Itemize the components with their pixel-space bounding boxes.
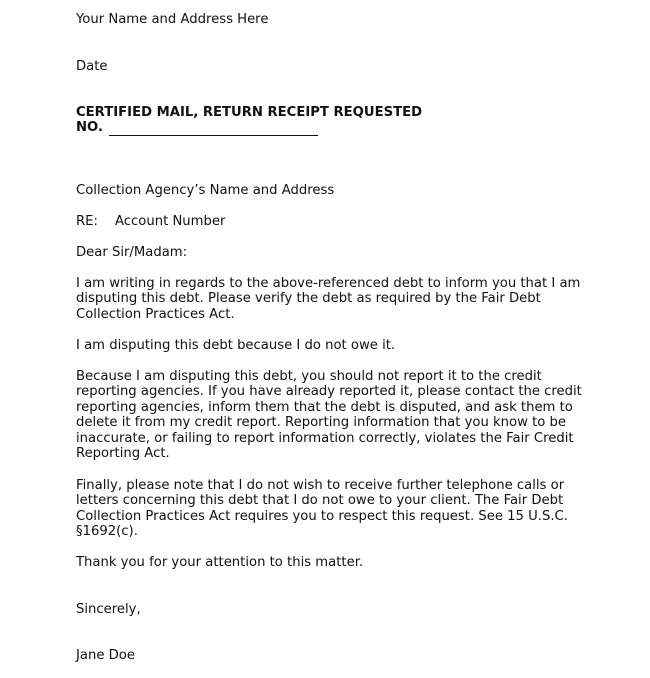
signature-name: Jane Doe	[76, 648, 135, 663]
reference-label: RE:	[76, 214, 98, 229]
reference-line	[76, 214, 225, 230]
mail-number-blank	[109, 122, 318, 136]
closing: Sincerely,	[76, 602, 141, 617]
mail-number-row	[76, 120, 318, 136]
paragraph-no-calls	[76, 478, 616, 540]
paragraph-dispute-intro	[76, 276, 616, 322]
paragraph-line: Reporting Act.	[76, 446, 170, 462]
paragraph-line: reporting agencies. If you have already reported it, please contact the credit	[76, 384, 582, 400]
paragraph-line: I am writing in regards to the above-referenced debt to inform you that I am	[76, 276, 581, 291]
paragraph-line: §1692(c).	[76, 524, 138, 540]
paragraph-line: reporting agencies, inform them that the debt is disputed, and ask them to	[76, 399, 573, 415]
sender-name-address: Your Name and Address Here	[76, 12, 269, 27]
paragraph-line: delete it from my credit report. Reporting information that you know to be	[76, 415, 566, 431]
recipient-name-address: Collection Agency’s Name and Address	[76, 183, 335, 198]
paragraph-line: Finally, please note that I do not wish to receive further telephone calls or	[76, 478, 565, 493]
paragraph-line: I am disputing this debt because I do not owe it.	[76, 338, 396, 353]
paragraph-line: Collection Practices Act requires you to respect this request. See 15 U.S.C.	[76, 508, 568, 524]
salutation: Dear Sir/Madam:	[76, 245, 188, 260]
mail-number-label: NO.	[76, 120, 103, 135]
paragraph-line: inaccurate, or failing to report information correctly, violates the Fair Credit	[76, 430, 574, 446]
certified-mail-heading: CERTIFIED MAIL, RETURN RECEIPT REQUESTED	[76, 105, 423, 120]
paragraph-line: disputing this debt. Please verify the debt as required by the Fair Debt	[76, 291, 541, 307]
paragraph-line: Because I am disputing this debt, you should not report it to the credit	[76, 369, 542, 384]
paragraph-dispute-reason	[76, 338, 616, 353]
thanks-line: Thank you for your attention to this matter.	[76, 555, 364, 570]
paragraph-credit-reporting	[76, 369, 616, 461]
letter-date: Date	[76, 59, 108, 74]
paragraph-line: letters concerning this debt that I do not owe to your client. The Fair Debt	[76, 493, 564, 509]
paragraph-line: Collection Practices Act.	[76, 306, 235, 322]
reference-value: Account Number	[115, 214, 226, 229]
